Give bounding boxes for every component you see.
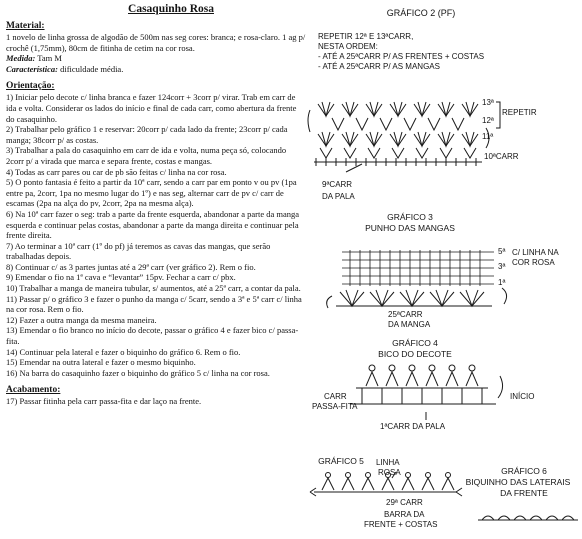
g5-linha-1: LINHA <box>376 458 400 467</box>
g2-row-10: 10ªCARR <box>484 152 519 161</box>
g2-note-3: - ATÉ A 25ªCARR P/ AS FRENTES + COSTAS <box>318 52 485 61</box>
step-2: 2) Trabalhar pelo gráfico 1 e reservar: 20corr p/ cada lado da frente; 23corr p/ cada manga; 38corr p/ as costas. <box>6 124 288 145</box>
g2-row-13: 13ª <box>482 98 494 107</box>
step-14: 14) Continuar pela lateral e fazer o biquinho do gráfico 6. Rem o fio. <box>6 346 241 357</box>
step-8: 8) Continuar c/ as 3 partes juntas até a 29ª carr (ver gráfico 2). Rem o fio. <box>6 261 256 272</box>
g2-note-2: NESTA ORDEM: <box>318 42 378 51</box>
material-text: 1 novelo de linha grossa de algodão de 500m nas seg cores: branca; e rosa-claro. 1 ag p/ crochê (1,75mm), 80cm de fitinha de cetim na cor rosa. <box>6 32 306 53</box>
g4-title-1: GRÁFICO 4 <box>392 338 438 348</box>
g2-row-11: 11ª <box>482 132 494 141</box>
g4-passa-fita: PASSA-FITA <box>312 402 358 411</box>
g3-row-5: 5ª <box>498 247 506 256</box>
g2-v-stitch-row-12 <box>332 118 464 130</box>
g4-title-2: BICO DO DECOTE <box>378 349 452 359</box>
g2-title: GRÁFICO 2 (PF) <box>386 8 456 18</box>
g3-rosa-1: C/ LINHA NA <box>512 248 559 257</box>
acabamento-text: 17) Passar fitinha pela carr passa-fita e dar laço na frente. <box>6 396 202 407</box>
step-4: 4) Todas as carr pares ou car de pb são feitas c/ linha na cor rosa. <box>6 166 227 177</box>
g4-turn-arrow <box>498 376 503 398</box>
step-16: 16) Na barra do casaquinho fazer o biquinho do gráfico 5 c/ linha na cor rosa. <box>6 367 270 378</box>
g2-leader-9 <box>346 164 362 172</box>
g6-title-2: BIQUINHO DAS LATERAIS <box>465 477 571 487</box>
step-11: 11) Passar p/ o gráfico 3 e fazer o punho da manga c/ 5carr, sendo a 3ª e 5ª carr c/ linha na cor rosa. Rem o fio. <box>6 293 302 315</box>
step-6: 6) Na 10ª carr fazer o seg: trab a parte da frente esquerda, abandonar a parte da manga esquerda e continuar pelas costas, abandonar a parte da manga direita e continuar pela frente direita. <box>6 208 300 241</box>
orientacao-heading: Orientação: <box>6 81 55 92</box>
caracteristica-line <box>6 64 306 75</box>
g3-arrow-right <box>502 288 507 304</box>
caracteristica-value: dificuldade média. <box>60 63 124 74</box>
g4-passa-fita-row <box>356 388 488 404</box>
caracteristica-label: Característica: <box>6 63 58 74</box>
step-3: 3) Trabalhar a pala do casaquinho em carr de ida e volta, numa peça só, colocando 2corr p/ a virada que marca e separa frente, costas e mangas. <box>6 145 287 166</box>
g3-title-1: GRÁFICO 3 <box>387 212 433 222</box>
instructions-column <box>6 2 306 407</box>
material-heading: Material: <box>6 21 45 31</box>
g3-row-25: 25ªCARR <box>388 310 423 319</box>
g2-pala: DA PALA <box>322 192 355 201</box>
diagrams-column <box>306 0 582 539</box>
g2-note-4: - ATÉ A 25ªCARR P/ AS MANGAS <box>318 62 440 71</box>
g2-row-9: 9ªCARR <box>322 180 353 189</box>
acabamento-heading: Acabamento: <box>6 385 61 396</box>
g5-arrow-right <box>456 488 462 496</box>
g4-picot-row <box>366 365 478 386</box>
g3-shell-base <box>340 290 484 306</box>
step-1: 1) Iniciar pelo decote c/ linha branca e fazer 124corr + 3corr p/ virar. Trab em carr de ida e volta. Considerar os lados do início e final de cada carr, como abertura da frente do casaquinho. <box>6 92 297 124</box>
g5-linha-2: ROSA <box>378 468 401 477</box>
step-15: 15) Emendar na outra lateral e fazer o mesmo biquinho. <box>6 357 196 368</box>
step-9: 9) Emendar o fio na 1ª cava e “levantar” 15pv. Fechar a carr c/ pbx. <box>6 272 236 283</box>
medida-label: Medida: <box>6 53 36 64</box>
g3-manga: DA MANGA <box>388 320 431 329</box>
g2-repetir-bracket <box>496 102 500 128</box>
g4-inicio: INÍCIO <box>510 392 535 401</box>
document-title: Casaquinho Rosa <box>128 3 214 15</box>
g3-row-3: 3ª <box>498 262 506 271</box>
g3-title-2: PUNHO DAS MANGAS <box>365 223 455 233</box>
g3-rosa-2: COR ROSA <box>512 258 555 267</box>
g3-stitch-grid <box>342 250 494 286</box>
g3-arrow-left <box>327 296 332 308</box>
medida-value: Tam M <box>37 53 62 64</box>
step-5: 5) O ponto fantasia é feito a partir da 10ª carr, sendo a carr par em ponto v ou pv (1pa entre pa, 2corr, 1pa no mesmo lugar do 1º) e nas seg, alternar carr de pv c/ carr de escamas (2pa na alça do pv, 2corr, 2pa na mesma alça). <box>6 177 297 209</box>
g5-title: GRÁFICO 5 <box>318 456 364 466</box>
g2-shell-row-11 <box>318 132 478 146</box>
g3-row-1: 1ª <box>498 278 506 287</box>
g6-title-1: GRÁFICO 6 <box>501 466 547 476</box>
g5-row-29: 29ª CARR <box>386 498 423 507</box>
g6-title-3: DA FRENTE <box>500 488 548 498</box>
g2-shell-row-13 <box>318 102 478 116</box>
g5-barra-2: FRENTE + COSTAS <box>364 520 438 529</box>
step-13: 13) Emendar o fio branco no início do decote, passar o gráfico 4 e fazer bico c/ passa-fita. <box>6 325 299 347</box>
g6-picots <box>482 516 574 520</box>
step-7: 7) Ao terminar a 10ª carr (1º do pf) já teremos as cavas das mangas, que serão trabalhadas depois. <box>6 240 271 262</box>
medida-line <box>6 53 306 64</box>
step-10: 10) Trabalhar a manga de maneira tubular, s/ aumentos, até a 25ª carr, a contar da pala. <box>6 283 301 294</box>
g2-note-1: REPETIR 12ª E 13ªCARR, <box>318 32 414 41</box>
g4-carr: CARR <box>324 392 347 401</box>
g2-v-stitch-row-10 <box>320 148 476 158</box>
g2-row-12: 12ª <box>482 116 494 125</box>
g5-barra-1: BARRA DA <box>384 510 425 519</box>
g4-pala: 1ªCARR DA PALA <box>380 422 446 431</box>
g2-repetir: REPETIR <box>502 108 537 117</box>
g2-turn-arrow-left <box>308 110 310 132</box>
step-12: 12) Fazer a outra manga da mesma maneira. <box>6 314 157 325</box>
